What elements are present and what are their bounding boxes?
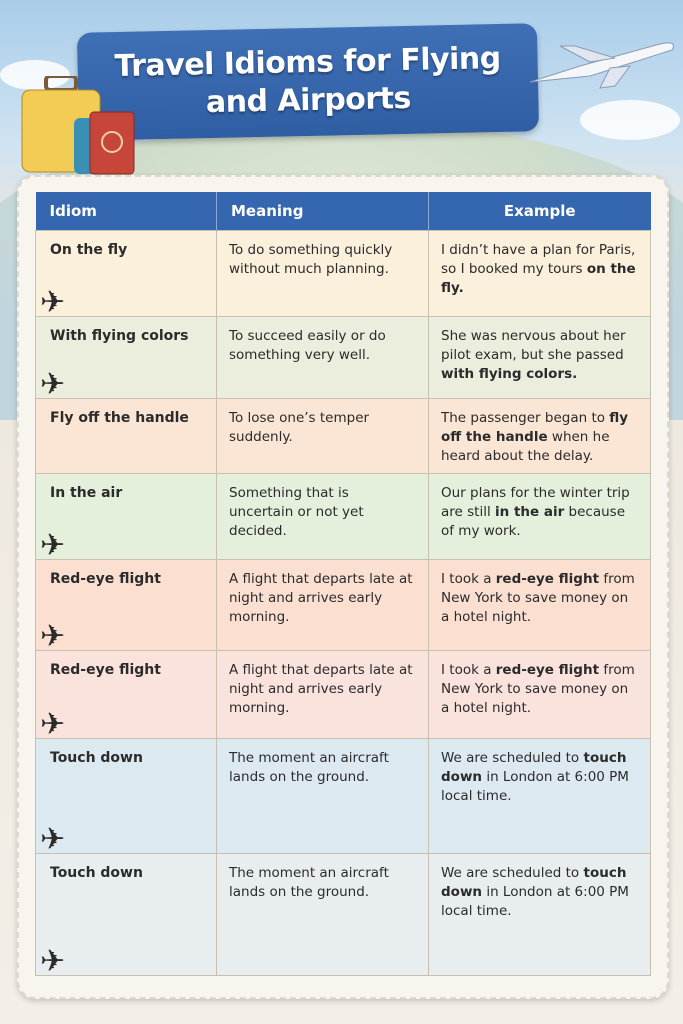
night-alarm-clock-icon: ✈ [40, 619, 66, 654]
idiom-text: Red-eye flight [50, 571, 161, 587]
example-cell: She was nervous about her pilot exam, but she passed with flying colors. [429, 317, 651, 399]
meaning-cell: The moment an aircraft lands on the ground. [217, 854, 429, 976]
idiom-highlight: red-eye flight [495, 571, 600, 587]
page-title-line-1: Travel Idioms for Flying [114, 40, 502, 85]
idiom-text: Fly off the handle [50, 410, 189, 426]
example-cell: The passenger began to fly off the handle when he heard about the delay. [429, 399, 651, 474]
idiom-cell [36, 854, 217, 979]
column-header-meaning: Meaning [217, 192, 429, 231]
example-cell: Our plans for the winter trip are still in the air because of my work. [429, 474, 651, 560]
yellow-plane-icon: ✈ [40, 285, 66, 320]
meaning-cell: To succeed easily or do something very well. [217, 317, 429, 399]
table-row [36, 399, 651, 474]
idioms-table [35, 192, 651, 979]
cloud-decoration [580, 100, 680, 140]
example-cell: We are scheduled to touch down in London at 6:00 PM local time. [429, 739, 651, 854]
idiom-text: Touch down [50, 865, 143, 881]
idiom-highlight: touch down [441, 750, 627, 785]
table-row [36, 231, 651, 317]
meaning-cell: Something that is uncertain or not yet decided. [217, 474, 429, 560]
plane-question-icon: ✈ [40, 528, 66, 563]
idiom-text: On the fly [50, 242, 128, 258]
meaning-cell: A flight that departs late at night and arrives early morning. [217, 651, 429, 739]
table-row [36, 854, 651, 976]
meaning-cell: To do something quickly without much planning. [217, 231, 429, 317]
table-header-row [36, 192, 651, 231]
meaning-cell: A flight that departs late at night and arrives early morning. [217, 560, 429, 651]
idiom-text: Touch down [50, 750, 143, 766]
table-row [36, 651, 651, 739]
meaning-cell: The moment an aircraft lands on the ground. [217, 739, 429, 854]
blue-plane-icon: ✈ [40, 707, 66, 742]
idiom-cell [36, 317, 217, 402]
idiom-highlight: red-eye flight [495, 662, 600, 678]
airplane-icon [520, 32, 680, 92]
idiom-text: In the air [50, 485, 123, 501]
idiom-highlight: in the air [495, 504, 565, 520]
meaning-cell: To lose one’s temper suddenly. [217, 399, 429, 474]
plane-landing-london-icon: ✈ [40, 822, 66, 857]
medal-checkmark-icon: ✈ [40, 367, 66, 402]
idiom-text: Red-eye flight [50, 662, 161, 678]
idiom-cell [36, 739, 217, 857]
table-row [36, 560, 651, 651]
idiom-cell [36, 651, 217, 742]
idiom-text: With flying colors [50, 328, 189, 344]
idiom-highlight: on the fly. [441, 261, 636, 296]
column-header-example: Example [429, 192, 651, 231]
example-cell: I didn’t have a plan for Paris, so I booked my tours on the fly. [429, 231, 651, 317]
plane-runway-icon: ✈ [40, 944, 66, 979]
idiom-cell [36, 399, 217, 474]
example-cell: We are scheduled to touch down in London at 6:00 PM local time. [429, 854, 651, 976]
page-title-line-2: and Airports [205, 80, 412, 121]
idiom-cell [36, 231, 217, 320]
table-row [36, 317, 651, 399]
luggage-passport-icon [18, 76, 148, 176]
idiom-highlight: fly off the handle [441, 410, 629, 445]
idiom-cell [36, 560, 217, 654]
table-row [36, 739, 651, 854]
example-cell: I took a red-eye flight from New York to save money on a hotel night. [429, 651, 651, 739]
example-cell: I took a red-eye flight from New York to save money on a hotel night. [429, 560, 651, 651]
table-row [36, 474, 651, 560]
idiom-cell [36, 474, 217, 563]
column-header-idiom: Idiom [36, 192, 217, 231]
idiom-highlight: with flying colors. [441, 366, 578, 382]
idiom-highlight: touch down [441, 865, 627, 900]
